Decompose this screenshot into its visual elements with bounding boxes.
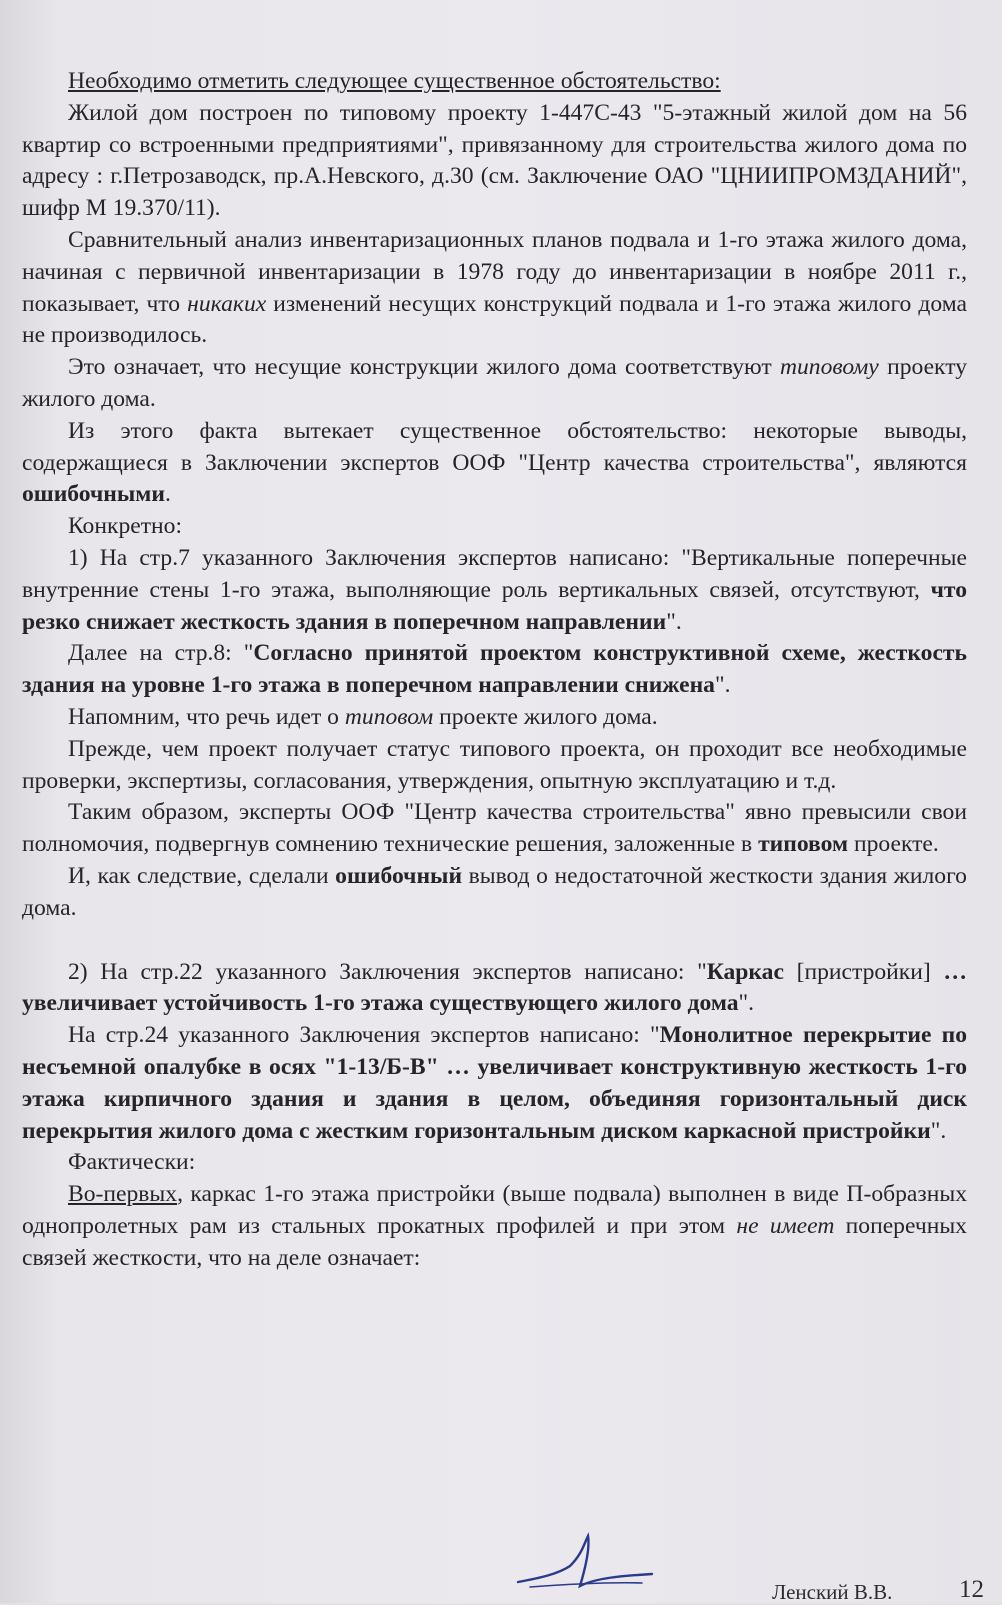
paragraph	[22, 98, 967, 225]
text-run: Фактически:	[68, 1149, 196, 1176]
text-run: типовому	[779, 354, 879, 381]
text-run: Монолитное перекрытие по несъемной опалубке в осях "1-13/Б-В" … увеличивает конструктивную жесткость 1-го этажа кирпичного здания и здания в целом, объединяя горизонтальный диск перекрытия жилого дома с жестким горизонтальным диском каркасной пристройки	[22, 1022, 967, 1144]
text-run: что резко снижает жесткость здания в поперечном направлении	[22, 576, 967, 635]
text-run: типовом	[758, 831, 849, 858]
text-run: проекте.	[848, 831, 939, 858]
text-run: поперечных связей жесткости, что на деле означает:	[22, 1212, 967, 1271]
text-run: Каркас	[706, 958, 784, 985]
text-run: ".	[666, 608, 682, 635]
paragraph	[22, 702, 967, 734]
text-run: Напомним, что речь идет о	[68, 703, 345, 730]
text-run: Конкретно:	[68, 513, 183, 540]
text-run: На стр.24 указанного Заключения экспертов написано: "	[68, 1022, 660, 1049]
paragraph	[22, 861, 967, 925]
text-run: ошибочными	[22, 481, 165, 508]
text-run: Во-первых	[68, 1181, 178, 1208]
text-run: проекте жилого дома.	[433, 703, 658, 730]
text-run: ".	[714, 672, 731, 699]
text-run: И, как следствие, сделали	[68, 862, 336, 889]
text-run: [пристройки]	[783, 958, 944, 985]
text-run: Прежде, чем проект получает статус типового проекта, он проходит все необходимые проверки, экспертизы, согласования, утверждения, опытную эксплуатацию и т.д.	[22, 735, 967, 794]
text-run: Жилой дом построен по типовому проекту 1-447С-43 "5-этажный жилой дом на 56 квартир со встроенными предприятиями", привязанному для строительства жилого дома по адресу : г.Петрозаводск, пр.А.Невского, д.30 (см. Заключение ОАО "ЦНИИПРОМЗДАНИЙ", шифр М 19.370/11).	[22, 99, 967, 222]
paragraph	[22, 66, 967, 98]
text-run: изменений несущих конструкций подвала и 1-го этажа жилого дома не производилось.	[22, 290, 968, 349]
text-run: .	[164, 481, 171, 508]
paragraph	[22, 797, 967, 861]
text-run: никаких	[187, 290, 267, 317]
text-run: 2) На стр.22 указанного Заключения экспертов написано: "	[68, 958, 707, 985]
paragraph	[22, 638, 967, 702]
paragraph	[22, 416, 967, 511]
text-run: Согласно принятой проектом конструктивной схеме, жесткость здания на уровне 1-го этажа в поперечном направлении снижена	[22, 640, 967, 699]
text-run: Необходимо отметить следующее существенное обстоятельство:	[68, 68, 721, 94]
signature	[510, 1486, 660, 1603]
text-run: Сравнительный анализ инвентаризационных планов подвала и 1-го этажа жилого дома, начиная с первичной инвентаризации в 1978 году до инвентаризации в ноябре 2011 г., показывает, что	[22, 226, 967, 317]
paragraph	[22, 1147, 967, 1179]
paragraph	[22, 1179, 967, 1274]
text-run: ".	[738, 990, 755, 1017]
text-run: … увеличивает устойчивость 1-го этажа существующего жилого дома	[22, 958, 967, 1017]
author-name: Ленский В.В.	[772, 1580, 893, 1604]
text-run: типовом	[344, 703, 434, 730]
paragraph	[22, 1020, 967, 1147]
text-run: Это означает, что несущие конструкции жилого дома соответствуют	[68, 354, 780, 381]
text-run: Далее на стр.8: "	[68, 640, 254, 667]
text-run: вывод о недостаточной жесткости здания жилого дома.	[22, 862, 967, 921]
text-run: ошибочный	[335, 862, 463, 889]
document-body	[22, 66, 967, 1274]
page-number: 12	[959, 1576, 984, 1603]
paragraph	[22, 957, 967, 1021]
text-run: проекту жилого дома.	[22, 354, 968, 412]
text-run: 1) На стр.7 указанного Заключения экспертов написано: "Вертикальные поперечные внутренние стены 1-го этажа, выполняющие роль вертикальных связей, отсутствуют,	[22, 544, 967, 603]
text-run: Таким образом, эксперты ООФ "Центр качества строительства" явно превысили свои полномочия, подвергнув сомнению технические решения, заложенные в	[22, 799, 967, 858]
paragraph	[22, 511, 967, 543]
paragraph-gap	[22, 925, 967, 957]
text-run: ".	[930, 1117, 947, 1144]
text-run: Из этого факта вытекает существенное обстоятельство: некоторые выводы, содержащиеся в Заключении экспертов ООФ "Центр качества строительства", являются	[22, 417, 967, 476]
paragraph	[22, 225, 967, 352]
paragraph	[22, 543, 967, 638]
paragraph	[22, 352, 967, 416]
text-run: не имеет	[736, 1212, 835, 1239]
text-run: , каркас 1-го этажа пристройки (выше подвала) выполнен в виде П-образных однопролетных рам из стальных прокатных профилей и при этом	[22, 1181, 967, 1239]
paragraph	[22, 734, 967, 798]
